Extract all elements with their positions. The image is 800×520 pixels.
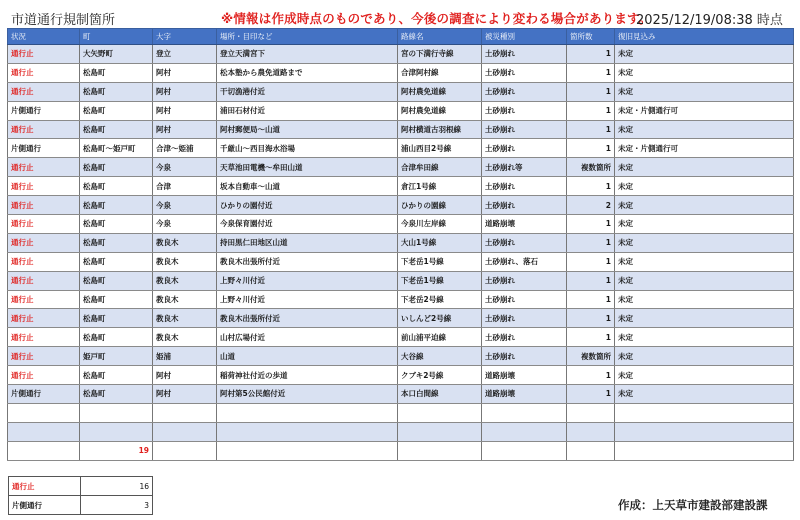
cell-district: 登立 bbox=[153, 45, 217, 64]
summary-value: 3 bbox=[81, 496, 153, 515]
cell-count: 複数箇所 bbox=[567, 347, 615, 366]
cell-town: 松島町 bbox=[80, 233, 153, 252]
cell-route: 前山浦平迫線 bbox=[398, 328, 482, 347]
empty-cell bbox=[398, 403, 482, 422]
cell-count: 1 bbox=[567, 177, 615, 196]
empty-cell bbox=[217, 422, 398, 441]
cell-place: 上野々川付近 bbox=[217, 271, 398, 290]
cell-route: いしんど2号線 bbox=[398, 309, 482, 328]
cell-place: 登立天満宮下 bbox=[217, 45, 398, 64]
cell-district: 阿村 bbox=[153, 63, 217, 82]
table-row bbox=[8, 309, 794, 328]
cell-town: 松島町 bbox=[80, 309, 153, 328]
cell-district: 今泉 bbox=[153, 158, 217, 177]
cell-route: 合津牟田線 bbox=[398, 158, 482, 177]
cell-damage: 土砂崩れ bbox=[482, 63, 567, 82]
empty-cell bbox=[217, 403, 398, 422]
empty-cell bbox=[153, 441, 217, 460]
cell-recovery: 未定 bbox=[615, 271, 794, 290]
cell-recovery: 未定 bbox=[615, 385, 794, 404]
summary-row-one-lane bbox=[9, 496, 153, 515]
cell-district: 今泉 bbox=[153, 196, 217, 215]
cell-status: 通行止 bbox=[8, 271, 80, 290]
cell-status: 通行止 bbox=[8, 45, 80, 64]
cell-district: 教良木 bbox=[153, 328, 217, 347]
cell-place: 上野々川付近 bbox=[217, 290, 398, 309]
cell-status: 片側通行 bbox=[8, 385, 80, 404]
cell-place: 山村広場付近 bbox=[217, 328, 398, 347]
cell-damage: 土砂崩れ bbox=[482, 45, 567, 64]
column-header-count: 箇所数 bbox=[567, 29, 615, 45]
cell-status: 通行止 bbox=[8, 82, 80, 101]
cell-recovery: 未定 bbox=[615, 45, 794, 64]
cell-status: 片側通行 bbox=[8, 139, 80, 158]
cell-status: 通行止 bbox=[8, 196, 80, 215]
cell-status: 通行止 bbox=[8, 347, 80, 366]
cell-recovery: 未定 bbox=[615, 290, 794, 309]
cell-place: 教良木出張所付近 bbox=[217, 309, 398, 328]
table-row bbox=[8, 252, 794, 271]
empty-cell bbox=[153, 403, 217, 422]
cell-recovery: 未定 bbox=[615, 366, 794, 385]
cell-place: 浦田石材付近 bbox=[217, 101, 398, 120]
cell-town: 姫戸町 bbox=[80, 347, 153, 366]
cell-place: 干切漁港付近 bbox=[217, 82, 398, 101]
author-credit: 作成：上天草市建設部建設課 bbox=[618, 498, 768, 512]
cell-district: 阿村 bbox=[153, 385, 217, 404]
cell-district: 阿村 bbox=[153, 101, 217, 120]
cell-route: 阿村横道古羽根線 bbox=[398, 120, 482, 139]
cell-route: 本口白間線 bbox=[398, 385, 482, 404]
cell-count: 1 bbox=[567, 101, 615, 120]
cell-district: 阿村 bbox=[153, 366, 217, 385]
cell-town: 松島町 bbox=[80, 271, 153, 290]
cell-damage: 土砂崩れ等 bbox=[482, 158, 567, 177]
timestamp: 2025/12/19/08:38 時点 bbox=[636, 13, 783, 28]
empty-row bbox=[8, 422, 794, 441]
empty-row bbox=[8, 403, 794, 422]
summary-row-closed bbox=[9, 477, 153, 496]
table-row bbox=[8, 120, 794, 139]
table-row bbox=[8, 196, 794, 215]
cell-count: 2 bbox=[567, 196, 615, 215]
table-row bbox=[8, 347, 794, 366]
cell-damage: 土砂崩れ bbox=[482, 120, 567, 139]
summary-label: 片側通行 bbox=[9, 496, 81, 515]
cell-town: 松島町～姫戸町 bbox=[80, 139, 153, 158]
cell-count: 1 bbox=[567, 233, 615, 252]
empty-cell bbox=[567, 422, 615, 441]
cell-town: 松島町 bbox=[80, 385, 153, 404]
cell-district: 教良木 bbox=[153, 290, 217, 309]
empty-cell bbox=[615, 422, 794, 441]
cell-status: 通行止 bbox=[8, 177, 80, 196]
cell-town: 松島町 bbox=[80, 215, 153, 234]
total-count: 19 bbox=[80, 441, 153, 460]
table-row bbox=[8, 63, 794, 82]
empty-cell bbox=[153, 422, 217, 441]
cell-town: 松島町 bbox=[80, 101, 153, 120]
empty-cell bbox=[80, 403, 153, 422]
cell-place: 今泉保育園付近 bbox=[217, 215, 398, 234]
empty-cell bbox=[398, 422, 482, 441]
cell-damage: 土砂崩れ bbox=[482, 347, 567, 366]
cell-recovery: 未定 bbox=[615, 158, 794, 177]
table-row bbox=[8, 233, 794, 252]
empty-cell bbox=[482, 403, 567, 422]
empty-cell bbox=[567, 403, 615, 422]
cell-damage: 道路崩壊 bbox=[482, 366, 567, 385]
cell-route: 阿村農免道線 bbox=[398, 82, 482, 101]
cell-place: 松本塾から農免道路まで bbox=[217, 63, 398, 82]
cell-district: 教良木 bbox=[153, 271, 217, 290]
cell-damage: 土砂崩れ、落石 bbox=[482, 252, 567, 271]
cell-district: 姫浦 bbox=[153, 347, 217, 366]
cell-count: 1 bbox=[567, 290, 615, 309]
cell-count: 1 bbox=[567, 309, 615, 328]
cell-count: 1 bbox=[567, 385, 615, 404]
cell-town: 松島町 bbox=[80, 82, 153, 101]
cell-route: 今泉川左岸線 bbox=[398, 215, 482, 234]
column-header-recovery: 復旧見込み bbox=[615, 29, 794, 45]
cell-status: 通行止 bbox=[8, 290, 80, 309]
empty-cell bbox=[80, 422, 153, 441]
cell-damage: 土砂崩れ bbox=[482, 290, 567, 309]
table-row bbox=[8, 82, 794, 101]
cell-district: 教良木 bbox=[153, 252, 217, 271]
cell-status: 通行止 bbox=[8, 309, 80, 328]
cell-recovery: 未定・片側通行可 bbox=[615, 139, 794, 158]
cell-recovery: 未定・片側通行可 bbox=[615, 101, 794, 120]
cell-place: 天草池田電機～牟田山道 bbox=[217, 158, 398, 177]
cell-place: 坂本自動車～山道 bbox=[217, 177, 398, 196]
cell-route: 倉江1号線 bbox=[398, 177, 482, 196]
cell-recovery: 未定 bbox=[615, 252, 794, 271]
empty-cell bbox=[615, 403, 794, 422]
cell-recovery: 未定 bbox=[615, 328, 794, 347]
cell-town: 大矢野町 bbox=[80, 45, 153, 64]
cell-recovery: 未定 bbox=[615, 63, 794, 82]
cell-count: 1 bbox=[567, 271, 615, 290]
cell-route: 浦山西目2号線 bbox=[398, 139, 482, 158]
cell-district: 合津～姫浦 bbox=[153, 139, 217, 158]
cell-district: 教良木 bbox=[153, 233, 217, 252]
cell-place: 稲荷神社付近の歩道 bbox=[217, 366, 398, 385]
cell-recovery: 未定 bbox=[615, 177, 794, 196]
cell-status: 通行止 bbox=[8, 215, 80, 234]
summary-value: 16 bbox=[81, 477, 153, 496]
cell-route: 下老岳2号線 bbox=[398, 290, 482, 309]
cell-route: 下老岳1号線 bbox=[398, 271, 482, 290]
empty-cell bbox=[8, 403, 80, 422]
total-row bbox=[8, 441, 794, 460]
cell-damage: 土砂崩れ bbox=[482, 309, 567, 328]
cell-district: 阿村 bbox=[153, 120, 217, 139]
column-header-district: 大字 bbox=[153, 29, 217, 45]
cell-recovery: 未定 bbox=[615, 82, 794, 101]
cell-damage: 土砂崩れ bbox=[482, 271, 567, 290]
table-row bbox=[8, 139, 794, 158]
cell-town: 松島町 bbox=[80, 120, 153, 139]
cell-count: 1 bbox=[567, 120, 615, 139]
cell-town: 松島町 bbox=[80, 177, 153, 196]
column-header-damage: 被災種別 bbox=[482, 29, 567, 45]
table-row bbox=[8, 215, 794, 234]
table-header-row bbox=[8, 29, 794, 45]
empty-cell bbox=[398, 441, 482, 460]
cell-route: 大山1号線 bbox=[398, 233, 482, 252]
page-title: 市道通行規制箇所 bbox=[11, 13, 116, 28]
empty-cell bbox=[567, 441, 615, 460]
column-header-route: 路線名 bbox=[398, 29, 482, 45]
cell-place: 阿村郵便局～山道 bbox=[217, 120, 398, 139]
empty-cell bbox=[8, 422, 80, 441]
cell-district: 今泉 bbox=[153, 215, 217, 234]
table-row bbox=[8, 328, 794, 347]
cell-status: 片側通行 bbox=[8, 101, 80, 120]
cell-damage: 土砂崩れ bbox=[482, 101, 567, 120]
cell-count: 複数箇所 bbox=[567, 158, 615, 177]
table-row bbox=[8, 366, 794, 385]
empty-cell bbox=[615, 441, 794, 460]
empty-cell bbox=[8, 441, 80, 460]
cell-count: 1 bbox=[567, 63, 615, 82]
cell-count: 1 bbox=[567, 139, 615, 158]
cell-route: ひかりの園線 bbox=[398, 196, 482, 215]
cell-town: 松島町 bbox=[80, 196, 153, 215]
column-header-status: 状況 bbox=[8, 29, 80, 45]
cell-status: 通行止 bbox=[8, 120, 80, 139]
table-row bbox=[8, 101, 794, 120]
cell-recovery: 未定 bbox=[615, 309, 794, 328]
cell-town: 松島町 bbox=[80, 252, 153, 271]
table-row bbox=[8, 158, 794, 177]
column-header-town: 町 bbox=[80, 29, 153, 45]
cell-place: 持田黒仁田地区山道 bbox=[217, 233, 398, 252]
cell-place: 山道 bbox=[217, 347, 398, 366]
cell-place: 千厳山～西目海水浴場 bbox=[217, 139, 398, 158]
table-row bbox=[8, 177, 794, 196]
cell-status: 通行止 bbox=[8, 233, 80, 252]
cell-count: 1 bbox=[567, 215, 615, 234]
cell-status: 通行止 bbox=[8, 366, 80, 385]
cell-damage: 道路崩壊 bbox=[482, 385, 567, 404]
cell-damage: 土砂崩れ bbox=[482, 233, 567, 252]
cell-damage: 土砂崩れ bbox=[482, 177, 567, 196]
road-closure-table bbox=[7, 28, 794, 461]
cell-town: 松島町 bbox=[80, 63, 153, 82]
cell-status: 通行止 bbox=[8, 63, 80, 82]
cell-route: 下老岳1号線 bbox=[398, 252, 482, 271]
cell-place: ひかりの園付近 bbox=[217, 196, 398, 215]
cell-recovery: 未定 bbox=[615, 120, 794, 139]
cell-district: 教良木 bbox=[153, 309, 217, 328]
cell-damage: 土砂崩れ bbox=[482, 328, 567, 347]
table-row bbox=[8, 271, 794, 290]
cell-damage: 土砂崩れ bbox=[482, 196, 567, 215]
empty-cell bbox=[217, 441, 398, 460]
cell-count: 1 bbox=[567, 45, 615, 64]
cell-status: 通行止 bbox=[8, 158, 80, 177]
cell-town: 松島町 bbox=[80, 328, 153, 347]
cell-route: 阿村農免道線 bbox=[398, 101, 482, 120]
table-row bbox=[8, 45, 794, 64]
cell-status: 通行止 bbox=[8, 328, 80, 347]
status-summary-table bbox=[8, 476, 153, 515]
cell-status: 通行止 bbox=[8, 252, 80, 271]
cell-recovery: 未定 bbox=[615, 215, 794, 234]
table-row bbox=[8, 385, 794, 404]
cell-town: 松島町 bbox=[80, 290, 153, 309]
cell-place: 阿村第5公民館付近 bbox=[217, 385, 398, 404]
cell-route: 合津阿村線 bbox=[398, 63, 482, 82]
cell-town: 松島町 bbox=[80, 158, 153, 177]
cell-district: 合津 bbox=[153, 177, 217, 196]
cell-route: クブキ2号線 bbox=[398, 366, 482, 385]
column-header-place: 場所・目印など bbox=[217, 29, 398, 45]
empty-cell bbox=[482, 422, 567, 441]
cell-recovery: 未定 bbox=[615, 196, 794, 215]
cell-damage: 土砂崩れ bbox=[482, 139, 567, 158]
cell-count: 1 bbox=[567, 82, 615, 101]
cell-recovery: 未定 bbox=[615, 233, 794, 252]
cell-count: 1 bbox=[567, 252, 615, 271]
cell-route: 宮の下満行寺線 bbox=[398, 45, 482, 64]
cell-route: 大谷線 bbox=[398, 347, 482, 366]
cell-count: 1 bbox=[567, 366, 615, 385]
cell-district: 阿村 bbox=[153, 82, 217, 101]
cell-recovery: 未定 bbox=[615, 347, 794, 366]
empty-cell bbox=[482, 441, 567, 460]
cell-town: 松島町 bbox=[80, 366, 153, 385]
cell-count: 1 bbox=[567, 328, 615, 347]
summary-label: 通行止 bbox=[9, 477, 81, 496]
cell-damage: 土砂崩れ bbox=[482, 82, 567, 101]
table-row bbox=[8, 290, 794, 309]
cell-damage: 道路崩壊 bbox=[482, 215, 567, 234]
cell-place: 教良木出張所付近 bbox=[217, 252, 398, 271]
disclaimer-notice: ※情報は作成時点のものであり、今後の調査により変わる場合があります。 bbox=[221, 11, 652, 26]
